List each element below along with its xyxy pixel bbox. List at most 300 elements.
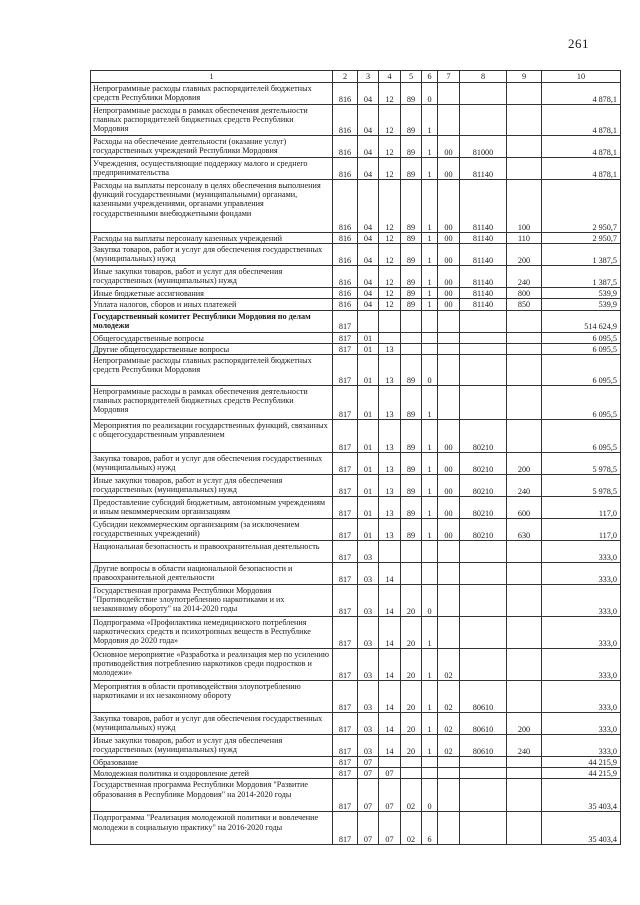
row-subsection-cell: 07 <box>379 812 401 845</box>
row-subsection-cell: 12 <box>379 136 401 158</box>
row-expense-type-cell: 100 <box>507 180 542 233</box>
row-subprogram-cell <box>422 332 438 343</box>
row-section-cell: 04 <box>358 288 379 299</box>
row-name-cell: Мероприятия в области противодействия злоупотреблению наркотиками и их незаконному обороту <box>91 681 333 713</box>
row-code-cell: 816 <box>333 136 358 158</box>
row-direction-cell: 80610 <box>460 735 507 757</box>
row-program-cell <box>401 768 422 779</box>
row-expense-type-cell: 200 <box>507 244 542 266</box>
row-amount-cell: 514 624,9 <box>542 310 621 332</box>
row-subprogram-cell: 1 <box>422 299 438 310</box>
table-row <box>91 420 621 453</box>
row-amount-cell: 1 387,5 <box>542 244 621 266</box>
row-measure-cell: 00 <box>438 180 460 233</box>
row-amount-cell: 44 215,9 <box>542 768 621 779</box>
row-code-cell: 816 <box>333 83 358 105</box>
row-direction-cell: 80210 <box>460 453 507 475</box>
row-expense-type-cell <box>507 136 542 158</box>
row-expense-type-cell <box>507 541 542 563</box>
row-subprogram-cell: 1 <box>422 158 438 180</box>
row-subsection-cell: 14 <box>379 563 401 585</box>
row-name-cell: Закупка товаров, работ и услуг для обеспечения государственных (муниципальных) нужд <box>91 713 333 735</box>
row-subsection-cell <box>379 541 401 563</box>
row-direction-cell <box>460 757 507 768</box>
row-section-cell: 07 <box>358 768 379 779</box>
row-expense-type-cell: 240 <box>507 475 542 497</box>
row-subprogram-cell: 0 <box>422 779 438 812</box>
table-row <box>91 541 621 563</box>
row-amount-cell: 539,9 <box>542 288 621 299</box>
table-row <box>91 332 621 343</box>
row-name-cell: Национальная безопасность и правоохранительная деятельность <box>91 541 333 563</box>
table-row <box>91 136 621 158</box>
row-section-cell: 04 <box>358 180 379 233</box>
row-section-cell: 04 <box>358 266 379 288</box>
row-direction-cell: 81140 <box>460 299 507 310</box>
row-direction-cell <box>460 617 507 649</box>
row-measure-cell: 02 <box>438 681 460 713</box>
row-code-cell: 817 <box>333 355 358 386</box>
table-row <box>91 299 621 310</box>
row-measure-cell <box>438 757 460 768</box>
row-measure-cell: 00 <box>438 158 460 180</box>
column-header: 10 <box>542 71 621 83</box>
row-section-cell: 03 <box>358 563 379 585</box>
row-expense-type-cell <box>507 563 542 585</box>
row-expense-type-cell <box>507 617 542 649</box>
row-program-cell <box>401 332 422 343</box>
row-expense-type-cell <box>507 332 542 343</box>
row-subsection-cell: 13 <box>379 343 401 354</box>
row-program-cell: 20 <box>401 649 422 681</box>
row-direction-cell <box>460 649 507 681</box>
row-subsection-cell: 12 <box>379 105 401 136</box>
row-amount-cell: 333,0 <box>542 649 621 681</box>
row-section-cell: 03 <box>358 681 379 713</box>
row-code-cell: 816 <box>333 233 358 244</box>
row-measure-cell: 00 <box>438 136 460 158</box>
row-subprogram-cell: 6 <box>422 812 438 845</box>
row-amount-cell: 333,0 <box>542 681 621 713</box>
row-name-cell: Непрограммные расходы в рамках обеспечения деятельности главных распорядителей бюджетных средств Республики Мордовия <box>91 386 333 420</box>
table-row <box>91 649 621 681</box>
row-name-cell: Общегосударственные вопросы <box>91 332 333 343</box>
row-section-cell: 07 <box>358 779 379 812</box>
row-subsection-cell: 13 <box>379 386 401 420</box>
row-measure-cell <box>438 563 460 585</box>
table-header-row <box>91 71 621 83</box>
row-program-cell: 89 <box>401 266 422 288</box>
row-measure-cell: 02 <box>438 713 460 735</box>
row-program-cell: 89 <box>401 355 422 386</box>
row-subsection-cell: 12 <box>379 244 401 266</box>
row-measure-cell: 00 <box>438 475 460 497</box>
table-row <box>91 386 621 420</box>
row-code-cell: 817 <box>333 475 358 497</box>
row-amount-cell: 333,0 <box>542 563 621 585</box>
row-section-cell: 01 <box>358 420 379 453</box>
row-name-cell: Государственная программа Республики Мордовия "Развитие образования в Республике Мордовия" на 2014-2020 годы <box>91 779 333 812</box>
row-subprogram-cell: 1 <box>422 136 438 158</box>
row-amount-cell: 6 095,5 <box>542 332 621 343</box>
table-row <box>91 585 621 617</box>
row-expense-type-cell: 200 <box>507 453 542 475</box>
row-subprogram-cell: 1 <box>422 386 438 420</box>
row-amount-cell: 4 878,1 <box>542 136 621 158</box>
row-code-cell: 817 <box>333 812 358 845</box>
row-subprogram-cell: 1 <box>422 735 438 757</box>
table-row <box>91 812 621 845</box>
row-code-cell: 817 <box>333 585 358 617</box>
row-subsection-cell: 13 <box>379 475 401 497</box>
row-program-cell: 89 <box>401 233 422 244</box>
row-program-cell <box>401 541 422 563</box>
row-measure-cell <box>438 343 460 354</box>
row-measure-cell: 00 <box>438 288 460 299</box>
row-expense-type-cell: 110 <box>507 233 542 244</box>
table-row <box>91 453 621 475</box>
row-subsection-cell: 13 <box>379 355 401 386</box>
row-name-cell: Расходы на выплаты персоналу в целях обеспечения выполнения функций государственными (муниципальными) органами, казенными учреждениями, органами управления государственными внебюджетными фондами <box>91 180 333 233</box>
row-subsection-cell: 14 <box>379 585 401 617</box>
row-subprogram-cell: 1 <box>422 180 438 233</box>
row-direction-cell: 80210 <box>460 519 507 541</box>
row-code-cell: 817 <box>333 649 358 681</box>
row-subsection-cell: 12 <box>379 299 401 310</box>
row-code-cell: 817 <box>333 453 358 475</box>
row-amount-cell: 44 215,9 <box>542 757 621 768</box>
row-measure-cell <box>438 105 460 136</box>
table-row <box>91 355 621 386</box>
row-name-cell: Субсидии некоммерческим организациям (за исключением государственных учреждений) <box>91 519 333 541</box>
row-measure-cell: 00 <box>438 266 460 288</box>
row-name-cell: Расходы на обеспечение деятельности (оказание услуг) государственных учреждений Республики Мордовия <box>91 136 333 158</box>
page-number: 261 <box>568 36 589 51</box>
row-section-cell: 04 <box>358 158 379 180</box>
row-direction-cell: 80210 <box>460 475 507 497</box>
row-program-cell: 89 <box>401 475 422 497</box>
row-measure-cell: 00 <box>438 519 460 541</box>
row-measure-cell: 00 <box>438 497 460 519</box>
table-row <box>91 519 621 541</box>
row-subsection-cell: 13 <box>379 519 401 541</box>
table-row <box>91 83 621 105</box>
row-expense-type-cell <box>507 386 542 420</box>
row-direction-cell <box>460 812 507 845</box>
row-direction-cell: 80210 <box>460 497 507 519</box>
table-row <box>91 233 621 244</box>
row-measure-cell: 00 <box>438 420 460 453</box>
row-measure-cell <box>438 585 460 617</box>
table-row <box>91 288 621 299</box>
row-subsection-cell: 13 <box>379 453 401 475</box>
row-subprogram-cell <box>422 563 438 585</box>
row-subprogram-cell: 1 <box>422 617 438 649</box>
row-amount-cell: 6 095,5 <box>542 355 621 386</box>
row-expense-type-cell <box>507 779 542 812</box>
row-name-cell: Расходы на выплаты персоналу казенных учреждений <box>91 233 333 244</box>
row-expense-type-cell <box>507 768 542 779</box>
row-subprogram-cell <box>422 310 438 332</box>
row-amount-cell: 1 387,5 <box>542 266 621 288</box>
row-subprogram-cell: 0 <box>422 585 438 617</box>
row-code-cell: 817 <box>333 343 358 354</box>
row-code-cell: 816 <box>333 288 358 299</box>
row-program-cell: 89 <box>401 158 422 180</box>
row-code-cell: 817 <box>333 681 358 713</box>
row-program-cell: 89 <box>401 105 422 136</box>
table-row <box>91 180 621 233</box>
row-measure-cell <box>438 332 460 343</box>
row-expense-type-cell <box>507 83 542 105</box>
row-section-cell: 01 <box>358 355 379 386</box>
row-code-cell: 817 <box>333 386 358 420</box>
row-program-cell: 89 <box>401 453 422 475</box>
row-name-cell: Предоставление субсидий бюджетным, автономным учреждениям и иным некоммерческим организациям <box>91 497 333 519</box>
row-subsection-cell: 12 <box>379 158 401 180</box>
row-section-cell: 04 <box>358 244 379 266</box>
row-name-cell: Иные закупки товаров, работ и услуг для обеспечения государственных (муниципальных) нужд <box>91 735 333 757</box>
row-name-cell: Другие вопросы в области национальной безопасности и правоохранительной деятельности <box>91 563 333 585</box>
column-header: 3 <box>358 71 379 83</box>
row-direction-cell <box>460 386 507 420</box>
row-code-cell: 816 <box>333 105 358 136</box>
table-row <box>91 779 621 812</box>
table-row <box>91 735 621 757</box>
row-subprogram-cell: 1 <box>422 453 438 475</box>
row-program-cell: 20 <box>401 681 422 713</box>
row-code-cell: 817 <box>333 310 358 332</box>
row-subsection-cell: 14 <box>379 649 401 681</box>
row-subsection-cell: 13 <box>379 420 401 453</box>
row-name-cell: Непрограммные расходы в рамках обеспечения деятельности главных распорядителей бюджетных средств Республики Мордовия <box>91 105 333 136</box>
row-subprogram-cell <box>422 757 438 768</box>
row-code-cell: 817 <box>333 497 358 519</box>
row-code-cell: 817 <box>333 563 358 585</box>
row-measure-cell: 02 <box>438 735 460 757</box>
table-row <box>91 105 621 136</box>
row-subprogram-cell <box>422 541 438 563</box>
row-subprogram-cell: 1 <box>422 288 438 299</box>
row-expense-type-cell <box>507 585 542 617</box>
row-direction-cell: 81140 <box>460 266 507 288</box>
row-amount-cell: 539,9 <box>542 299 621 310</box>
row-amount-cell: 6 095,5 <box>542 343 621 354</box>
row-direction-cell <box>460 563 507 585</box>
row-measure-cell: 00 <box>438 233 460 244</box>
row-direction-cell: 80610 <box>460 713 507 735</box>
budget-table-wrapper <box>90 70 620 845</box>
row-subprogram-cell: 1 <box>422 105 438 136</box>
table-row <box>91 158 621 180</box>
row-amount-cell: 2 950,7 <box>542 233 621 244</box>
row-program-cell: 02 <box>401 812 422 845</box>
row-program-cell: 89 <box>401 180 422 233</box>
row-amount-cell: 333,0 <box>542 713 621 735</box>
table-row <box>91 266 621 288</box>
row-section-cell: 01 <box>358 386 379 420</box>
row-amount-cell: 4 878,1 <box>542 105 621 136</box>
row-amount-cell: 333,0 <box>542 617 621 649</box>
row-section-cell: 01 <box>358 497 379 519</box>
row-subsection-cell: 12 <box>379 288 401 299</box>
row-section-cell: 03 <box>358 713 379 735</box>
row-amount-cell: 6 095,5 <box>542 420 621 453</box>
row-direction-cell <box>460 779 507 812</box>
column-header: 2 <box>333 71 358 83</box>
row-section-cell: 01 <box>358 332 379 343</box>
table-row <box>91 713 621 735</box>
row-direction-cell <box>460 105 507 136</box>
row-section-cell: 03 <box>358 541 379 563</box>
row-code-cell: 817 <box>333 420 358 453</box>
row-name-cell: Образование <box>91 757 333 768</box>
row-measure-cell: 00 <box>438 244 460 266</box>
row-section-cell: 04 <box>358 233 379 244</box>
row-direction-cell <box>460 541 507 563</box>
row-program-cell: 20 <box>401 713 422 735</box>
table-row <box>91 244 621 266</box>
row-measure-cell <box>438 768 460 779</box>
row-subsection-cell: 14 <box>379 713 401 735</box>
table-body <box>91 83 621 845</box>
row-subsection-cell: 12 <box>379 180 401 233</box>
row-subsection-cell <box>379 757 401 768</box>
table-row <box>91 343 621 354</box>
row-code-cell: 817 <box>333 332 358 343</box>
column-header: 8 <box>460 71 507 83</box>
column-header: 4 <box>379 71 401 83</box>
row-code-cell: 816 <box>333 299 358 310</box>
row-program-cell: 89 <box>401 386 422 420</box>
row-expense-type-cell <box>507 343 542 354</box>
row-direction-cell: 81140 <box>460 288 507 299</box>
row-subprogram-cell: 1 <box>422 713 438 735</box>
row-section-cell: 03 <box>358 617 379 649</box>
row-subsection-cell <box>379 310 401 332</box>
row-direction-cell: 80610 <box>460 681 507 713</box>
row-name-cell: Непрограммные расходы главных распорядителей бюджетных средств Республики Мордовия <box>91 355 333 386</box>
row-code-cell: 817 <box>333 757 358 768</box>
table-row <box>91 617 621 649</box>
column-header: 9 <box>507 71 542 83</box>
row-measure-cell <box>438 541 460 563</box>
row-program-cell: 89 <box>401 519 422 541</box>
row-program-cell: 89 <box>401 83 422 105</box>
row-subsection-cell: 14 <box>379 681 401 713</box>
row-code-cell: 817 <box>333 779 358 812</box>
row-amount-cell: 4 878,1 <box>542 83 621 105</box>
row-amount-cell: 333,0 <box>542 585 621 617</box>
row-subprogram-cell: 1 <box>422 233 438 244</box>
row-expense-type-cell <box>507 158 542 180</box>
row-amount-cell: 5 978,5 <box>542 475 621 497</box>
row-subprogram-cell <box>422 768 438 779</box>
table-row <box>91 681 621 713</box>
row-expense-type-cell <box>507 757 542 768</box>
row-direction-cell <box>460 585 507 617</box>
row-measure-cell <box>438 386 460 420</box>
table-row <box>91 563 621 585</box>
row-amount-cell: 4 878,1 <box>542 158 621 180</box>
column-header: 1 <box>91 71 333 83</box>
row-name-cell: Государственная программа Республики Мордовия "Противодействие злоупотреблению наркотиками и их незаконному обороту" на 2014-2020 годы <box>91 585 333 617</box>
row-section-cell: 07 <box>358 812 379 845</box>
row-name-cell: Закупка товаров, работ и услуг для обеспечения государственных (муниципальных) нужд <box>91 453 333 475</box>
row-expense-type-cell <box>507 681 542 713</box>
row-name-cell: Уплата налогов, сборов и иных платежей <box>91 299 333 310</box>
row-subsection-cell: 14 <box>379 735 401 757</box>
row-direction-cell <box>460 343 507 354</box>
row-name-cell: Мероприятия по реализации государственных функций, связанных с общегосударственным управлением <box>91 420 333 453</box>
row-measure-cell: 02 <box>438 649 460 681</box>
row-program-cell: 89 <box>401 136 422 158</box>
row-subprogram-cell: 1 <box>422 497 438 519</box>
row-amount-cell: 333,0 <box>542 541 621 563</box>
row-program-cell: 89 <box>401 288 422 299</box>
row-subsection-cell: 13 <box>379 497 401 519</box>
row-expense-type-cell <box>507 310 542 332</box>
row-code-cell: 816 <box>333 180 358 233</box>
row-expense-type-cell: 200 <box>507 713 542 735</box>
row-measure-cell <box>438 355 460 386</box>
row-measure-cell <box>438 310 460 332</box>
row-expense-type-cell: 240 <box>507 266 542 288</box>
row-subprogram-cell: 1 <box>422 681 438 713</box>
row-code-cell: 817 <box>333 735 358 757</box>
row-name-cell: Закупка товаров, работ и услуг для обеспечения государственных (муниципальных) нужд <box>91 244 333 266</box>
row-subprogram-cell <box>422 343 438 354</box>
row-name-cell: Молодежная политика и оздоровление детей <box>91 768 333 779</box>
row-name-cell: Подпрограмма "Реализация молодежной политики и вовлечение молодежи в социальную практику" на 2016-2020 годы <box>91 812 333 845</box>
column-header: 5 <box>401 71 422 83</box>
row-name-cell: Другие общегосударственные вопросы <box>91 343 333 354</box>
row-direction-cell <box>460 332 507 343</box>
row-subprogram-cell: 0 <box>422 83 438 105</box>
row-program-cell <box>401 310 422 332</box>
table-row <box>91 475 621 497</box>
row-measure-cell <box>438 617 460 649</box>
row-amount-cell: 117,0 <box>542 519 621 541</box>
row-expense-type-cell <box>507 812 542 845</box>
row-expense-type-cell: 240 <box>507 735 542 757</box>
row-name-cell: Учреждения, осуществляющие поддержку малого и среднего предпринимательства <box>91 158 333 180</box>
row-code-cell: 816 <box>333 244 358 266</box>
row-section-cell: 04 <box>358 83 379 105</box>
row-subprogram-cell: 1 <box>422 266 438 288</box>
row-name-cell: Подпрограмма «Профилактика немедицинского потребления наркотических средств и психотропных веществ в Республике Мордовия до 2020 года» <box>91 617 333 649</box>
row-expense-type-cell: 630 <box>507 519 542 541</box>
row-code-cell: 817 <box>333 541 358 563</box>
row-direction-cell: 81140 <box>460 158 507 180</box>
row-program-cell: 20 <box>401 585 422 617</box>
row-section-cell: 03 <box>358 585 379 617</box>
row-subprogram-cell: 1 <box>422 649 438 681</box>
row-expense-type-cell <box>507 420 542 453</box>
row-code-cell: 817 <box>333 768 358 779</box>
row-subprogram-cell: 1 <box>422 420 438 453</box>
row-section-cell: 04 <box>358 136 379 158</box>
row-subprogram-cell: 0 <box>422 355 438 386</box>
budget-table <box>90 70 621 845</box>
row-subprogram-cell: 1 <box>422 519 438 541</box>
row-measure-cell <box>438 812 460 845</box>
row-direction-cell <box>460 83 507 105</box>
row-section-cell: 01 <box>358 343 379 354</box>
row-amount-cell: 5 978,5 <box>542 453 621 475</box>
row-program-cell: 89 <box>401 244 422 266</box>
row-direction-cell: 81000 <box>460 136 507 158</box>
